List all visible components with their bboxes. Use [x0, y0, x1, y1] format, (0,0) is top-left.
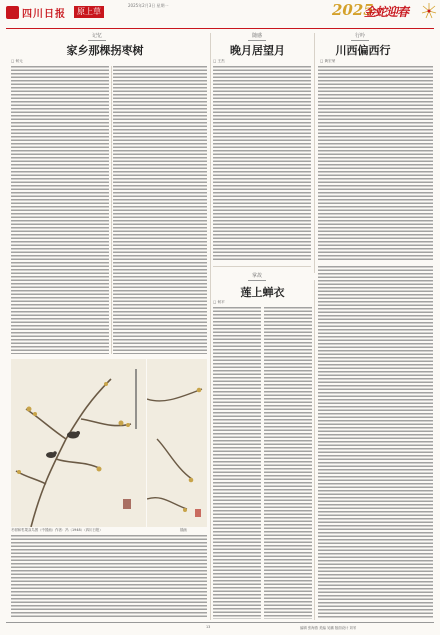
headline-2: 晚月居望月 — [230, 44, 285, 57]
newspaper-logo-icon — [6, 6, 19, 19]
masthead — [0, 0, 440, 28]
date-line: 2025年2月3日 星期一 — [128, 3, 169, 8]
column-divider — [210, 33, 211, 620]
banner-text: 金蛇迎春 — [364, 5, 409, 19]
page-number: 13 — [206, 625, 211, 629]
kicker-2: 随感 — [248, 33, 266, 41]
section-tag: 原上草 — [74, 6, 104, 18]
article-1-text-col-a — [11, 66, 109, 354]
headline-3: 川西偏西行 — [335, 44, 391, 57]
banner-year: 2025 — [332, 1, 374, 19]
byline-2: □ 王杰 — [213, 59, 225, 63]
section-divider — [213, 266, 311, 267]
painting-credit: 插画 — [180, 528, 187, 532]
fireworks-icon — [420, 0, 438, 22]
article-4-text-col-a — [213, 307, 261, 619]
article-3-text-lower — [318, 266, 433, 619]
headline-4: 莲上蝉衣 — [240, 286, 285, 299]
kicker-4: 掌故 — [248, 273, 266, 281]
article-3-text-upper — [318, 66, 433, 262]
column-divider — [111, 66, 112, 354]
article-1-text-col-b — [113, 66, 207, 354]
paper-name: 四川日报 — [22, 9, 66, 20]
article-1-text-footer — [11, 535, 207, 617]
byline-4: □ 何平 — [213, 300, 225, 304]
header-rule — [6, 28, 434, 29]
article-4-text-col-b — [264, 307, 312, 619]
headline-1: 家乡那棵拐枣树 — [66, 44, 144, 57]
footer-rule — [6, 622, 434, 623]
byline-3: □ 黄宏荣 — [320, 59, 336, 63]
footer-credits: 编辑 张海燕 美编 吴鹏 版面设计 刘苇 — [300, 626, 357, 630]
painting-image — [11, 359, 146, 527]
painting-image-detail — [147, 359, 207, 527]
column-divider — [314, 280, 315, 620]
byline-1: □ 何元 — [11, 59, 23, 63]
kicker-3: 行吟 — [351, 33, 369, 41]
column-divider — [314, 33, 315, 273]
kicker-1: 记忆 — [88, 33, 106, 41]
article-2-text — [213, 66, 311, 262]
painting-caption: 冬树和枣果双鸟图（中国画）作者：冯（1948）（四川日报） — [11, 528, 103, 532]
